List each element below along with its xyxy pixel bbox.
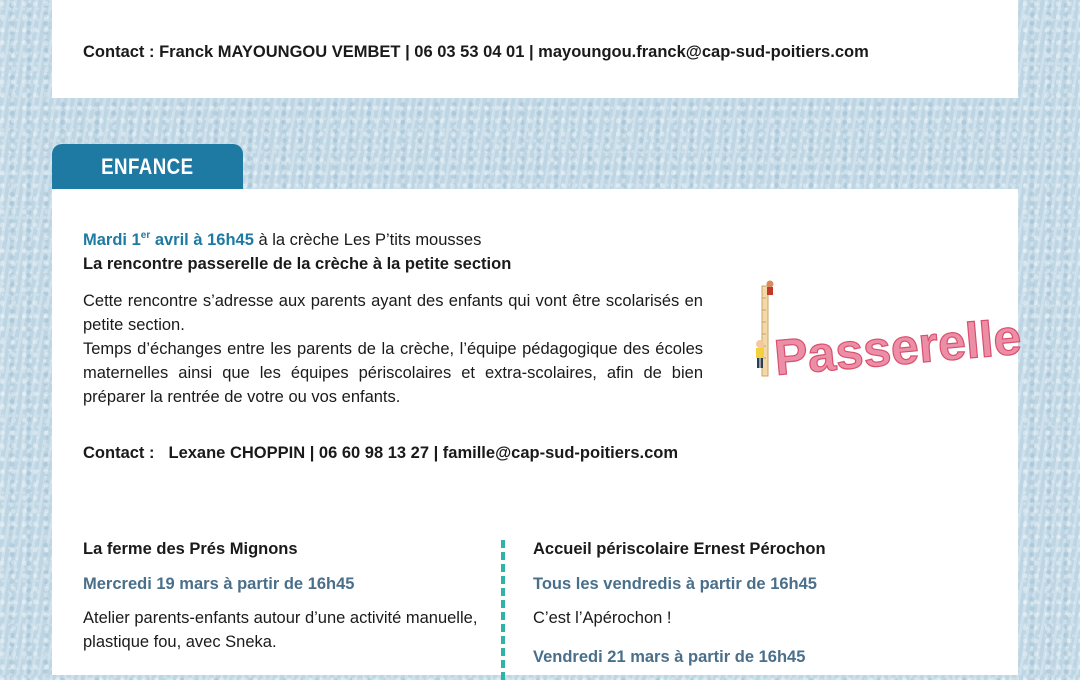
event-date-line xyxy=(83,230,481,250)
right-column-heading: Accueil périscolaire Ernest Pérochon xyxy=(533,540,826,558)
enfance-contact-line xyxy=(83,444,678,463)
event-location: à la crèche Les P’tits mousses xyxy=(253,231,482,249)
tab-enfance-label: ENFANCE xyxy=(101,153,194,179)
left-column-heading: La ferme des Prés Mignons xyxy=(83,540,298,558)
event-description xyxy=(83,289,703,409)
event-date-prefix: Mardi 1 xyxy=(83,231,141,249)
passerelle-logo xyxy=(748,278,1024,386)
tab-enfance xyxy=(52,144,243,189)
description-paragraph-2: Temps d’échanges entre les parents de la crèche, l’équipe pédagogique des écoles maternelles ainsi que les équipes périscolaires et extra-scolaires, afin de bien préparer la rentrée de votre ou vos enfants. xyxy=(83,340,703,406)
description-paragraph-1: Cette rencontre s’adresse aux parents ayant des enfants qui vont être scolarisés en petite section. xyxy=(83,292,703,334)
left-column-date: Mercredi 19 mars à partir de 16h45 xyxy=(83,575,355,593)
right-column-text: C’est l’Apérochon ! xyxy=(533,609,672,627)
event-date-suffix: avril à 16h45 xyxy=(150,231,254,249)
column-divider xyxy=(501,540,505,680)
right-column xyxy=(533,540,973,679)
event-date xyxy=(83,231,254,249)
event-title: La rencontre passerelle de la crèche à la petite section xyxy=(83,255,512,273)
top-contact-line: Contact : Franck MAYOUNGOU VEMBET | 06 03 53 04 01 | mayoungou.franck@cap-sud-poitiers.com xyxy=(83,43,869,61)
passerelle-logo-text: Passerelle xyxy=(772,308,1024,386)
right-column-date: Tous les vendredis à partir de 16h45 xyxy=(533,575,817,593)
right-column-date-2: Vendredi 21 mars à partir de 16h45 xyxy=(533,648,806,666)
left-column xyxy=(83,540,483,654)
contact-value: Lexane CHOPPIN | 06 60 98 13 27 | famille@cap-sud-poitiers.com xyxy=(168,444,679,462)
event-date-sup: er xyxy=(140,230,151,241)
left-column-text: Atelier parents-enfants autour d’une activité manuelle, plastique fou, avec Sneka. xyxy=(83,609,478,651)
contact-label: Contact : xyxy=(83,444,155,462)
cropped-text-remnant xyxy=(252,0,652,2)
